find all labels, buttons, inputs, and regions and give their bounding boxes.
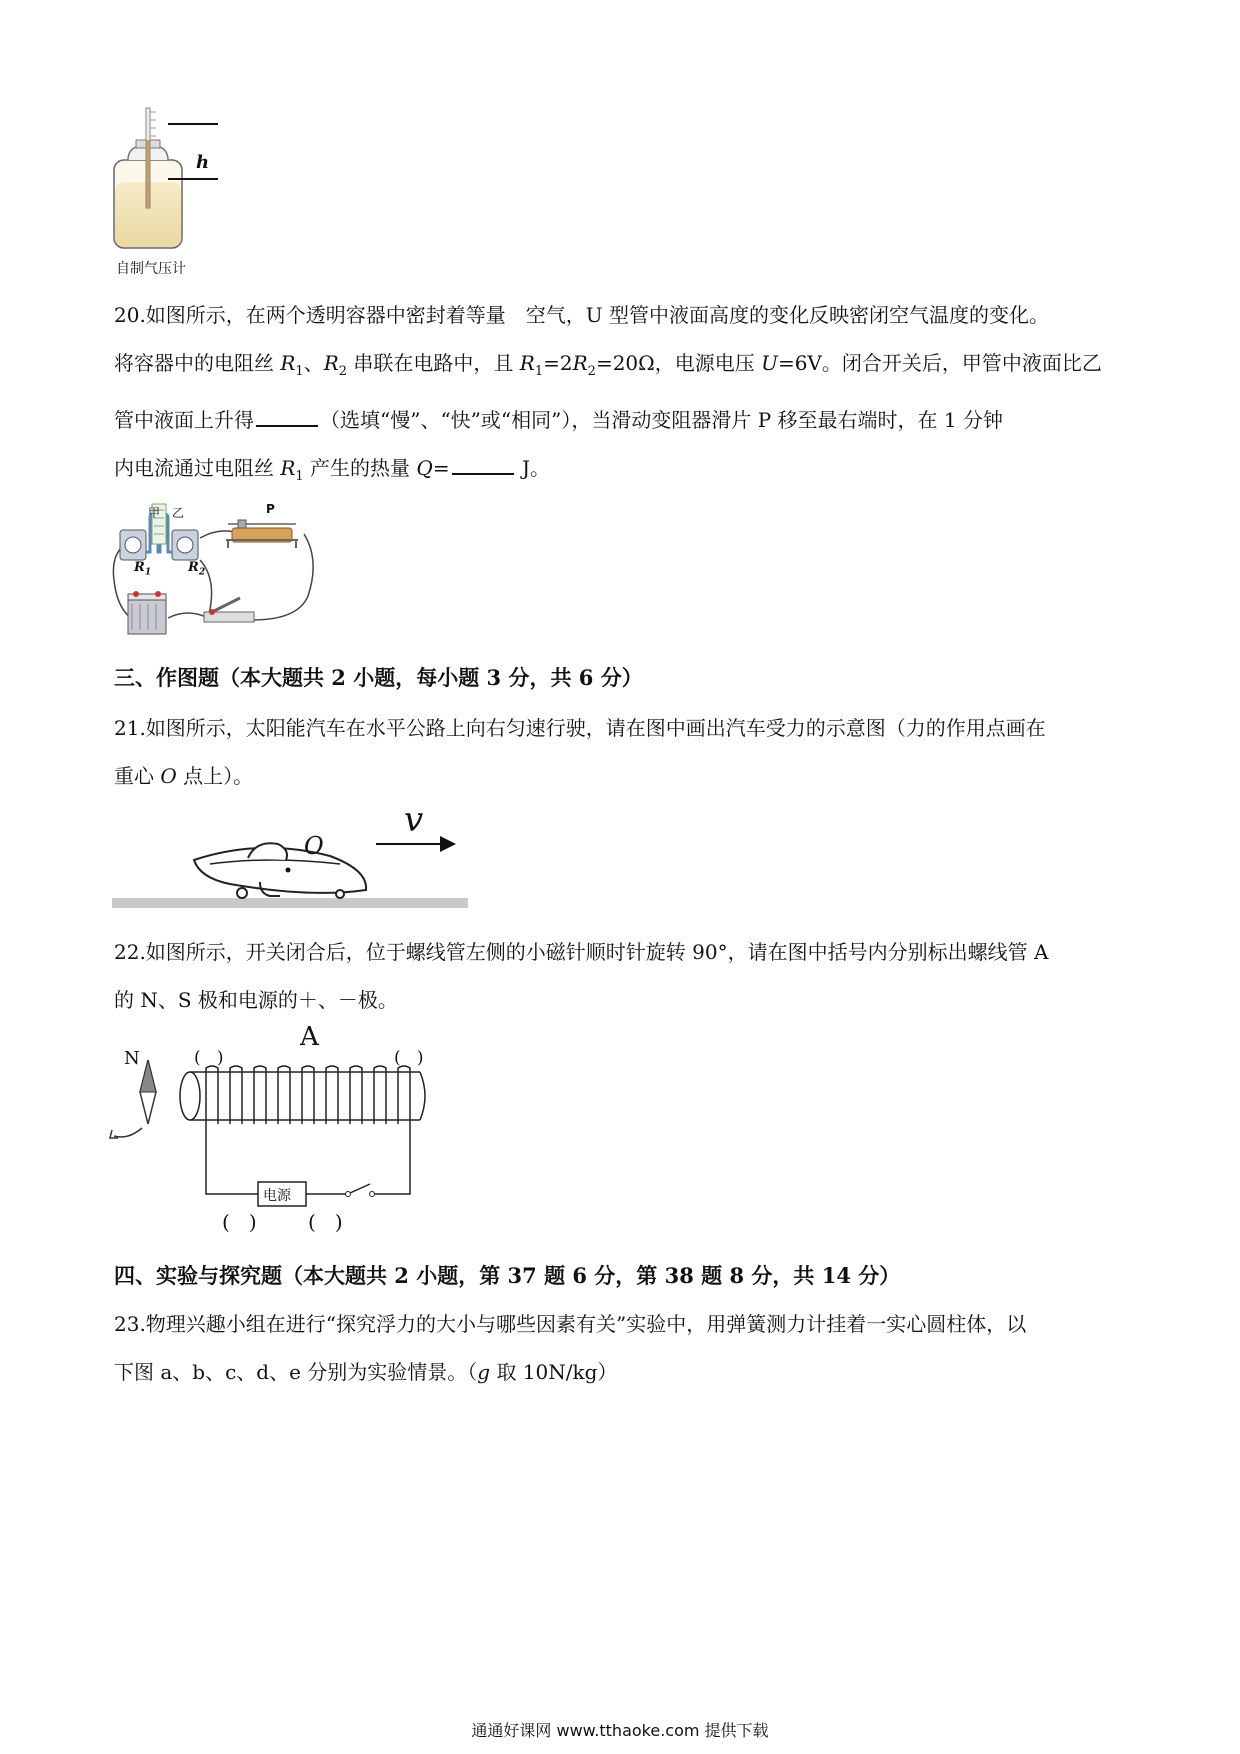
section-4-heading: 四、实验与探究题（本大题共 2 小题，第 37 题 6 分，第 38 题 8 分，共 14 分）: [114, 1263, 901, 1288]
circuit-r2-subscript: 2: [198, 567, 206, 578]
q20-line-3: [114, 396, 1130, 444]
circuit-label-p: P: [266, 502, 275, 516]
q20-line-1: 20.如图所示，在两个透明容器中密封着等量 空气，U 型管中液面高度的变化反映密闭空气温度的变化。: [114, 303, 1050, 327]
q20-text: =2: [543, 351, 573, 375]
q20-eq-r2-subscript: 2: [587, 364, 596, 379]
circuit-label-jia: 甲: [148, 506, 161, 520]
solenoid-right-pole-bracket[interactable]: ( ): [394, 1048, 424, 1068]
q20-r1-symbol: R: [280, 351, 296, 375]
circuit-label-r2: [188, 560, 205, 578]
circuit-label-yi: 乙: [172, 506, 185, 520]
section-3-heading: 三、作图题（本大题共 2 小题，每小题 3 分，共 6 分）: [114, 665, 643, 690]
answer-blank-heat[interactable]: [452, 453, 514, 475]
velocity-v-label: v: [404, 800, 424, 840]
needle-n-label: N: [124, 1048, 140, 1069]
page-footer: 通通好课网 www.tthaoke.com 提供下载: [471, 1721, 769, 1740]
q20-text: 串联在电路中，且: [347, 351, 520, 375]
q20-q-symbol: Q: [416, 456, 433, 480]
power-right-terminal-bracket[interactable]: ( ): [308, 1210, 343, 1234]
solenoid-left-pole-bracket[interactable]: ( ): [194, 1048, 224, 1068]
solenoid-a-label: A: [300, 1022, 319, 1052]
question-20: [114, 291, 1130, 501]
q21-o-symbol: O: [160, 764, 177, 788]
barometer-h-label: h: [196, 152, 210, 173]
circuit-r1-subscript: 1: [144, 567, 152, 578]
question-22: [114, 928, 1130, 1024]
q23-g-symbol: g: [477, 1360, 491, 1384]
joule-heating-circuit-figure: [108, 500, 328, 640]
q20-r2-symbol: R: [323, 351, 339, 375]
q20-eq-r1-symbol: R: [519, 351, 535, 375]
q20-text: =: [432, 456, 450, 480]
q20-line-4: [114, 444, 1130, 501]
solenoid-figure: [108, 1022, 448, 1240]
q20-text: =20Ω，电源电压: [595, 351, 762, 375]
answer-blank-speed[interactable]: [256, 405, 318, 427]
power-left-terminal-bracket[interactable]: ( ): [222, 1210, 257, 1234]
q20-r1-symbol: R: [280, 456, 296, 480]
q21-text: 点上）。: [176, 764, 254, 788]
q20-line-2: [114, 339, 1130, 396]
question-21: [114, 704, 1130, 800]
q21-line-1: 21.如图所示，太阳能汽车在水平公路上向右匀速行驶，请在图中画出汽车受力的示意图（力的作用点画在: [114, 716, 1046, 740]
q20-r1-subscript: 1: [295, 364, 304, 379]
q20-eq-r2-symbol: R: [572, 351, 588, 375]
q20-r2-subscript: 2: [338, 364, 348, 379]
barometer-caption: 自制气压计: [116, 261, 186, 277]
q20-text: =6V。闭合开关后，甲管中液面比乙: [777, 351, 1102, 375]
q20-text: 管中液面上升得: [114, 408, 254, 432]
q20-text: （选填“慢”、“快”或“相同”），当滑动变阻器滑片 P 移至最右端时，在 1 分钟: [320, 408, 1003, 432]
solar-car-figure: [110, 800, 480, 910]
q20-text: J。: [515, 456, 550, 480]
q20-eq-r1-subscript: 1: [534, 364, 544, 379]
q20-text: 内电流通过电阻丝: [114, 456, 281, 480]
solar-car-drawing: [110, 800, 480, 910]
barometer-drawing: [110, 100, 230, 280]
q20-u-symbol: U: [761, 351, 778, 375]
q23-text: 下图 a、b、c、d、e 分别为实验情景。（: [114, 1360, 478, 1384]
power-source-label: 电源: [263, 1188, 291, 1204]
q20-text: 将容器中的电阻丝: [114, 351, 281, 375]
circuit-r1-symbol: R: [134, 560, 145, 575]
q20-text: 产生的热量: [303, 456, 417, 480]
question-23: [114, 1300, 1130, 1396]
q23-text: 取 10N/kg）: [490, 1360, 618, 1384]
q23-line-1: 23.物理兴趣小组在进行“探究浮力的大小与哪些因素有关”实验中，用弹簧测力计挂着一实心圆柱体，以: [114, 1312, 1027, 1336]
q23-line-2: [114, 1348, 1130, 1396]
q22-line-1: 22.如图所示，开关闭合后，位于螺线管左侧的小磁针顺时针旋转 90°，请在图中括号内分别标出螺线管 A: [114, 940, 1049, 964]
q20-r1-subscript: 1: [295, 469, 304, 484]
q21-text: 重心: [114, 764, 161, 788]
barometer-figure: [110, 100, 230, 280]
circuit-r2-symbol: R: [188, 560, 199, 575]
car-o-label: O: [304, 832, 324, 860]
circuit-label-r1: [134, 560, 151, 578]
q20-text: 、: [303, 351, 324, 375]
q21-line-2: [114, 752, 1130, 800]
q22-line-2: 的 N、S 极和电源的＋、－极。: [114, 988, 398, 1012]
